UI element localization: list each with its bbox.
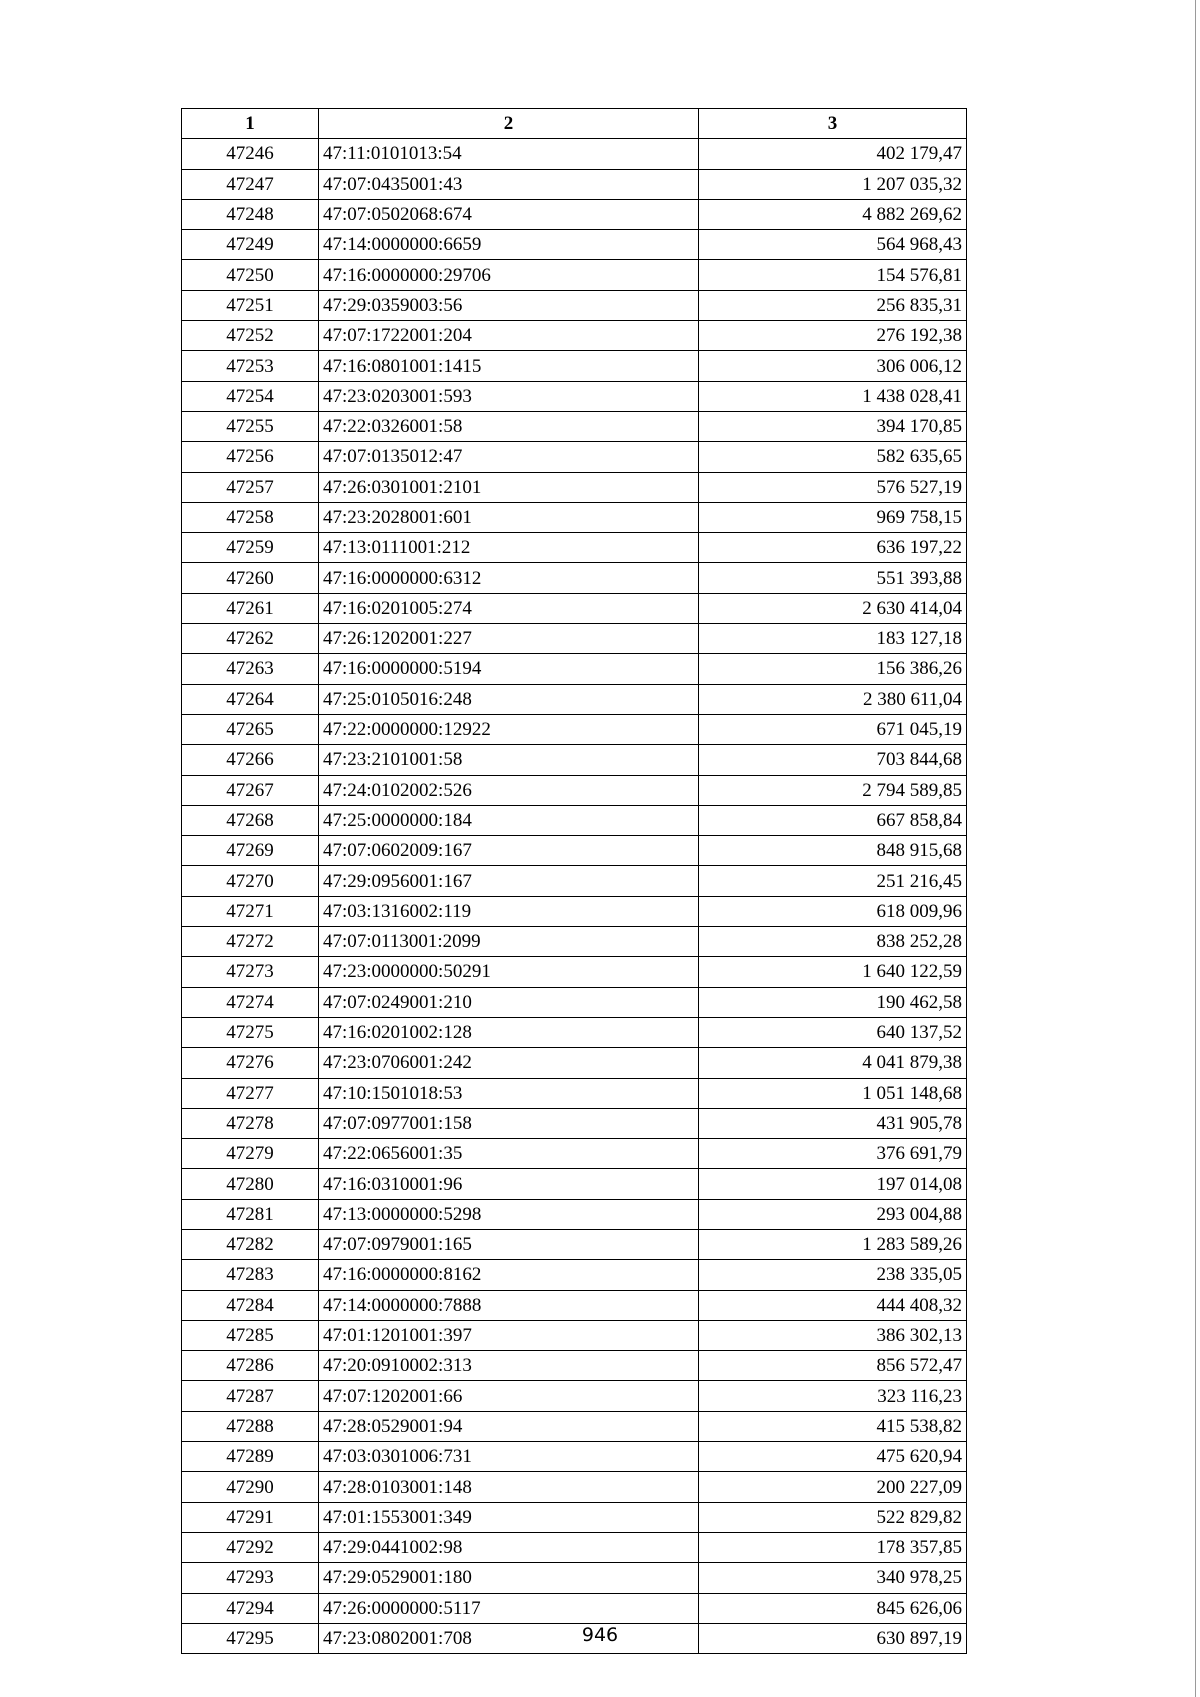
row-number-cell: 47289 — [182, 1442, 319, 1472]
value-cell: 444 408,32 — [699, 1290, 967, 1320]
row-number-cell: 47272 — [182, 927, 319, 957]
row-number-cell: 47278 — [182, 1108, 319, 1138]
value-cell: 394 170,85 — [699, 411, 967, 441]
row-number-cell: 47265 — [182, 714, 319, 744]
value-cell: 238 335,05 — [699, 1260, 967, 1290]
table-row — [182, 169, 967, 199]
row-number-cell: 47264 — [182, 684, 319, 714]
table-row — [182, 381, 967, 411]
value-cell: 1 283 589,26 — [699, 1229, 967, 1259]
cadastral-number-cell: 47:01:1553001:349 — [319, 1502, 699, 1532]
value-cell: 856 572,47 — [699, 1351, 967, 1381]
table-row — [182, 1502, 967, 1532]
value-cell: 376 691,79 — [699, 1139, 967, 1169]
table-row — [182, 351, 967, 381]
value-cell: 848 915,68 — [699, 836, 967, 866]
row-number-cell: 47270 — [182, 866, 319, 896]
column-header-2: 2 — [319, 109, 699, 139]
cadastral-number-cell: 47:16:0000000:8162 — [319, 1260, 699, 1290]
table-row — [182, 1199, 967, 1229]
cadastral-number-cell: 47:16:0201005:274 — [319, 593, 699, 623]
cadastral-number-cell: 47:26:1202001:227 — [319, 624, 699, 654]
table-row — [182, 957, 967, 987]
row-number-cell: 47254 — [182, 381, 319, 411]
value-cell: 1 640 122,59 — [699, 957, 967, 987]
cadastral-number-cell: 47:29:0529001:180 — [319, 1563, 699, 1593]
row-number-cell: 47263 — [182, 654, 319, 684]
value-cell: 251 216,45 — [699, 866, 967, 896]
cadastral-number-cell: 47:23:0203001:593 — [319, 381, 699, 411]
row-number-cell: 47256 — [182, 442, 319, 472]
row-number-cell: 47293 — [182, 1563, 319, 1593]
table-row — [182, 139, 967, 169]
table-row — [182, 472, 967, 502]
cadastral-number-cell: 47:22:0000000:12922 — [319, 714, 699, 744]
cadastral-number-cell: 47:23:0000000:50291 — [319, 957, 699, 987]
table-row — [182, 1048, 967, 1078]
cadastral-number-cell: 47:07:0135012:47 — [319, 442, 699, 472]
table-row — [182, 1108, 967, 1138]
cadastral-number-cell: 47:28:0103001:148 — [319, 1472, 699, 1502]
table-row — [182, 1139, 967, 1169]
cadastral-number-cell: 47:23:0802001:708 — [319, 1623, 699, 1653]
cadastral-number-cell: 47:07:1722001:204 — [319, 321, 699, 351]
cadastral-number-cell: 47:11:0101013:54 — [319, 139, 699, 169]
table-row — [182, 1078, 967, 1108]
value-cell: 2 630 414,04 — [699, 593, 967, 623]
cadastral-number-cell: 47:14:0000000:7888 — [319, 1290, 699, 1320]
row-number-cell: 47295 — [182, 1623, 319, 1653]
table-row — [182, 1290, 967, 1320]
cadastral-number-cell: 47:25:0105016:248 — [319, 684, 699, 714]
row-number-cell: 47248 — [182, 199, 319, 229]
value-cell: 4 041 879,38 — [699, 1048, 967, 1078]
row-number-cell: 47273 — [182, 957, 319, 987]
value-cell: 415 538,82 — [699, 1411, 967, 1441]
value-cell: 386 302,13 — [699, 1320, 967, 1350]
value-cell: 576 527,19 — [699, 472, 967, 502]
value-cell: 183 127,18 — [699, 624, 967, 654]
row-number-cell: 47253 — [182, 351, 319, 381]
cadastral-number-cell: 47:07:0435001:43 — [319, 169, 699, 199]
table-row — [182, 714, 967, 744]
cadastral-number-cell: 47:16:0000000:5194 — [319, 654, 699, 684]
table-row — [182, 321, 967, 351]
value-cell: 154 576,81 — [699, 260, 967, 290]
row-number-cell: 47282 — [182, 1229, 319, 1259]
row-number-cell: 47267 — [182, 775, 319, 805]
cadastral-number-cell: 47:03:1316002:119 — [319, 896, 699, 926]
page-edge-line — [1195, 0, 1196, 1697]
cadastral-number-cell: 47:13:0111001:212 — [319, 533, 699, 563]
row-number-cell: 47276 — [182, 1048, 319, 1078]
row-number-cell: 47274 — [182, 987, 319, 1017]
cadastral-number-cell: 47:16:0000000:29706 — [319, 260, 699, 290]
row-number-cell: 47260 — [182, 563, 319, 593]
table-row — [182, 593, 967, 623]
value-cell: 276 192,38 — [699, 321, 967, 351]
table-row — [182, 1381, 967, 1411]
value-cell: 190 462,58 — [699, 987, 967, 1017]
table-row — [182, 1017, 967, 1047]
table-row — [182, 260, 967, 290]
row-number-cell: 47250 — [182, 260, 319, 290]
table-row — [182, 1229, 967, 1259]
table-row — [182, 866, 967, 896]
cadastral-number-cell: 47:29:0441002:98 — [319, 1532, 699, 1562]
value-cell: 667 858,84 — [699, 805, 967, 835]
table-row — [182, 805, 967, 835]
table-body — [182, 139, 967, 1654]
table-row — [182, 1320, 967, 1350]
cadastral-number-cell: 47:26:0301001:2101 — [319, 472, 699, 502]
cadastral-number-cell: 47:07:0602009:167 — [319, 836, 699, 866]
table-row — [182, 684, 967, 714]
table-row — [182, 533, 967, 563]
value-cell: 630 897,19 — [699, 1623, 967, 1653]
table-row — [182, 411, 967, 441]
value-cell: 431 905,78 — [699, 1108, 967, 1138]
table-row — [182, 654, 967, 684]
cadastral-number-cell: 47:07:0249001:210 — [319, 987, 699, 1017]
cadastral-number-cell: 47:13:0000000:5298 — [319, 1199, 699, 1229]
row-number-cell: 47285 — [182, 1320, 319, 1350]
cadastral-number-cell: 47:07:1202001:66 — [319, 1381, 699, 1411]
row-number-cell: 47255 — [182, 411, 319, 441]
value-cell: 564 968,43 — [699, 230, 967, 260]
value-cell: 4 882 269,62 — [699, 199, 967, 229]
row-number-cell: 47249 — [182, 230, 319, 260]
cadastral-number-cell: 47:16:0310001:96 — [319, 1169, 699, 1199]
row-number-cell: 47288 — [182, 1411, 319, 1441]
table-header-row — [182, 109, 967, 139]
value-cell: 1 207 035,32 — [699, 169, 967, 199]
value-cell: 618 009,96 — [699, 896, 967, 926]
value-cell: 671 045,19 — [699, 714, 967, 744]
cadastral-number-cell: 47:01:1201001:397 — [319, 1320, 699, 1350]
row-number-cell: 47258 — [182, 502, 319, 532]
cadastral-number-cell: 47:26:0000000:5117 — [319, 1593, 699, 1623]
table-row — [182, 775, 967, 805]
cadastral-number-cell: 47:24:0102002:526 — [319, 775, 699, 805]
cadastral-number-cell: 47:07:0502068:674 — [319, 199, 699, 229]
value-cell: 582 635,65 — [699, 442, 967, 472]
row-number-cell: 47284 — [182, 1290, 319, 1320]
row-number-cell: 47261 — [182, 593, 319, 623]
value-cell: 522 829,82 — [699, 1502, 967, 1532]
table-row — [182, 745, 967, 775]
row-number-cell: 47287 — [182, 1381, 319, 1411]
row-number-cell: 47290 — [182, 1472, 319, 1502]
cadastral-number-cell: 47:23:2101001:58 — [319, 745, 699, 775]
table-row — [182, 442, 967, 472]
cadastral-number-cell: 47:07:0977001:158 — [319, 1108, 699, 1138]
row-number-cell: 47259 — [182, 533, 319, 563]
row-number-cell: 47252 — [182, 321, 319, 351]
column-header-3: 3 — [699, 109, 967, 139]
value-cell: 200 227,09 — [699, 1472, 967, 1502]
row-number-cell: 47277 — [182, 1078, 319, 1108]
value-cell: 551 393,88 — [699, 563, 967, 593]
row-number-cell: 47271 — [182, 896, 319, 926]
table-row — [182, 1563, 967, 1593]
table-row — [182, 624, 967, 654]
cadastral-number-cell: 47:20:0910002:313 — [319, 1351, 699, 1381]
table-row — [182, 1532, 967, 1562]
table-row — [182, 1169, 967, 1199]
value-cell: 969 758,15 — [699, 502, 967, 532]
cadastral-number-cell: 47:29:0956001:167 — [319, 866, 699, 896]
value-cell: 402 179,47 — [699, 139, 967, 169]
row-number-cell: 47294 — [182, 1593, 319, 1623]
cadastral-number-cell: 47:22:0656001:35 — [319, 1139, 699, 1169]
cadastral-number-cell: 47:16:0801001:1415 — [319, 351, 699, 381]
row-number-cell: 47292 — [182, 1532, 319, 1562]
value-cell: 293 004,88 — [699, 1199, 967, 1229]
value-cell: 838 252,28 — [699, 927, 967, 957]
column-header-1: 1 — [182, 109, 319, 139]
table-row — [182, 563, 967, 593]
value-cell: 156 386,26 — [699, 654, 967, 684]
table-row — [182, 290, 967, 320]
row-number-cell: 47279 — [182, 1139, 319, 1169]
data-table — [181, 108, 967, 1654]
table-row — [182, 836, 967, 866]
row-number-cell: 47280 — [182, 1169, 319, 1199]
table-row — [182, 927, 967, 957]
row-number-cell: 47275 — [182, 1017, 319, 1047]
value-cell: 1 051 148,68 — [699, 1078, 967, 1108]
cadastral-number-cell: 47:23:0706001:242 — [319, 1048, 699, 1078]
value-cell: 2 380 611,04 — [699, 684, 967, 714]
row-number-cell: 47266 — [182, 745, 319, 775]
table-row — [182, 199, 967, 229]
table-row — [182, 987, 967, 1017]
cadastral-number-cell: 47:16:0201002:128 — [319, 1017, 699, 1047]
value-cell: 323 116,23 — [699, 1381, 967, 1411]
row-number-cell: 47281 — [182, 1199, 319, 1229]
value-cell: 197 014,08 — [699, 1169, 967, 1199]
value-cell: 640 137,52 — [699, 1017, 967, 1047]
table-row — [182, 230, 967, 260]
table-row — [182, 1260, 967, 1290]
cadastral-number-cell: 47:07:0113001:2099 — [319, 927, 699, 957]
cadastral-number-cell: 47:07:0979001:165 — [319, 1229, 699, 1259]
row-number-cell: 47246 — [182, 139, 319, 169]
row-number-cell: 47247 — [182, 169, 319, 199]
row-number-cell: 47291 — [182, 1502, 319, 1532]
table-row — [182, 1411, 967, 1441]
value-cell: 1 438 028,41 — [699, 381, 967, 411]
table-row — [182, 896, 967, 926]
row-number-cell: 47286 — [182, 1351, 319, 1381]
row-number-cell: 47283 — [182, 1260, 319, 1290]
row-number-cell: 47268 — [182, 805, 319, 835]
row-number-cell: 47262 — [182, 624, 319, 654]
row-number-cell: 47251 — [182, 290, 319, 320]
cadastral-number-cell: 47:29:0359003:56 — [319, 290, 699, 320]
value-cell: 636 197,22 — [699, 533, 967, 563]
cadastral-number-cell: 47:22:0326001:58 — [319, 411, 699, 441]
value-cell: 306 006,12 — [699, 351, 967, 381]
table-row — [182, 1351, 967, 1381]
cadastral-number-cell: 47:25:0000000:184 — [319, 805, 699, 835]
value-cell: 845 626,06 — [699, 1593, 967, 1623]
cadastral-number-cell: 47:10:1501018:53 — [319, 1078, 699, 1108]
value-cell: 2 794 589,85 — [699, 775, 967, 805]
table-row — [182, 1593, 967, 1623]
page-number: 946 — [581, 1624, 619, 1646]
row-number-cell: 47257 — [182, 472, 319, 502]
cadastral-number-cell: 47:28:0529001:94 — [319, 1411, 699, 1441]
value-cell: 178 357,85 — [699, 1532, 967, 1562]
table-row — [182, 1442, 967, 1472]
cadastral-number-cell: 47:03:0301006:731 — [319, 1442, 699, 1472]
value-cell: 703 844,68 — [699, 745, 967, 775]
table-row — [182, 502, 967, 532]
value-cell: 340 978,25 — [699, 1563, 967, 1593]
cadastral-number-cell: 47:16:0000000:6312 — [319, 563, 699, 593]
value-cell: 475 620,94 — [699, 1442, 967, 1472]
value-cell: 256 835,31 — [699, 290, 967, 320]
cadastral-number-cell: 47:23:2028001:601 — [319, 502, 699, 532]
row-number-cell: 47269 — [182, 836, 319, 866]
table-row — [182, 1472, 967, 1502]
cadastral-number-cell: 47:14:0000000:6659 — [319, 230, 699, 260]
